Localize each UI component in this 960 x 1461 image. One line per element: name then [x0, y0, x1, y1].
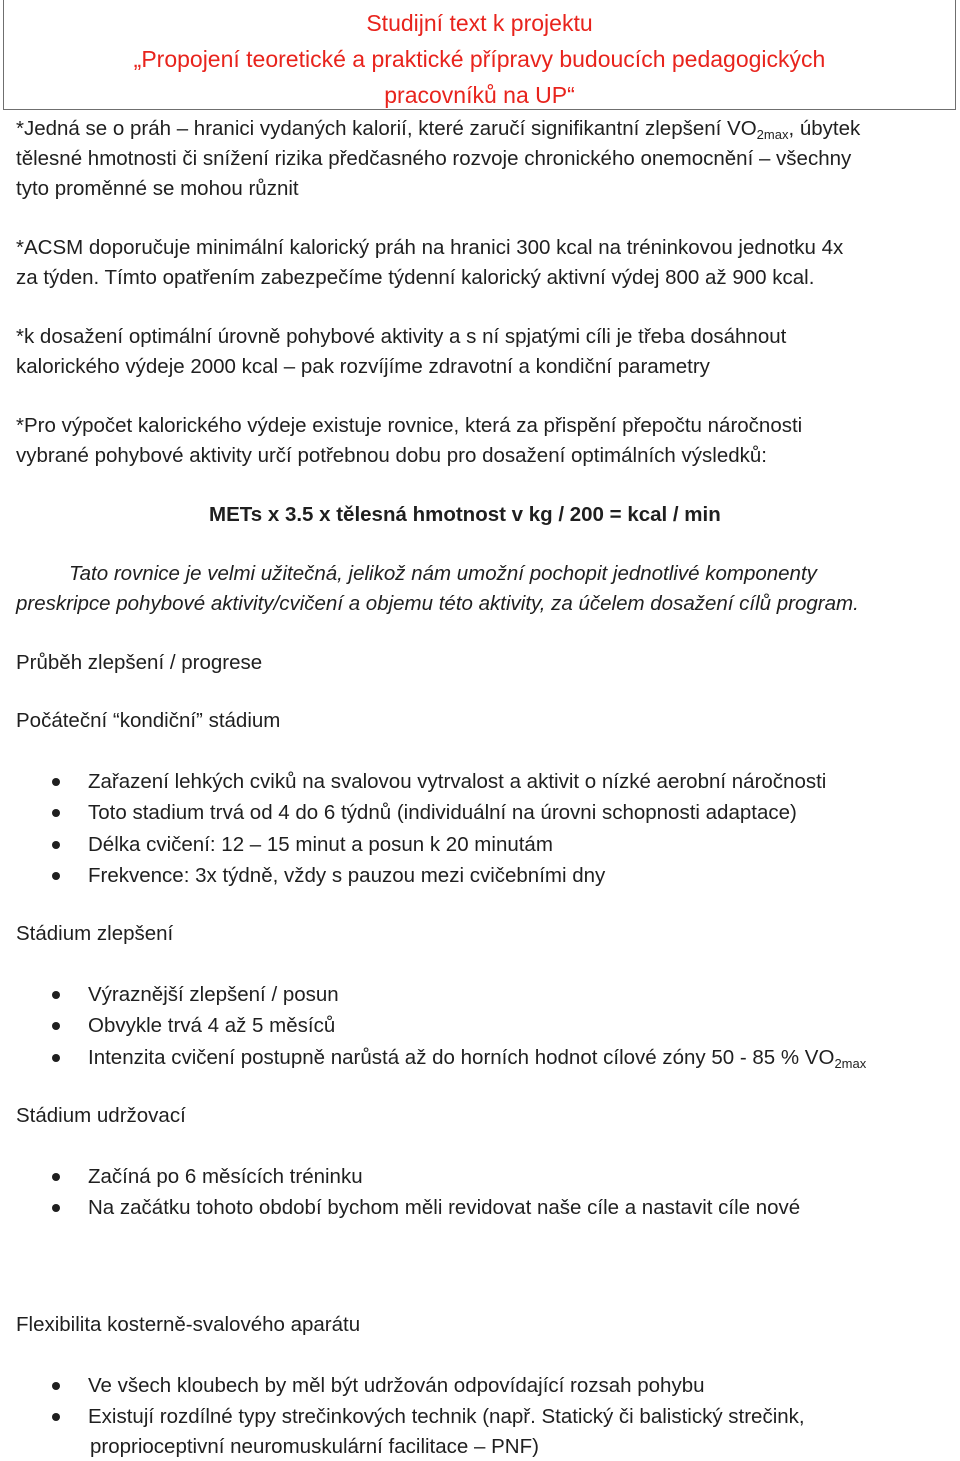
- list-item: [16, 766, 951, 797]
- list-item-text: Délka cvičení: 12 – 15 minut a posun k 20 minutám: [88, 832, 553, 856]
- italic-note-line2: preskripce pohybové aktivity/cvičení a objemu této aktivity, za účelem dosažení cílů program.: [16, 592, 859, 615]
- list-item-text: Existují rozdílné typy strečinkových technik (např. Statický či balistický strečink,: [88, 1404, 805, 1428]
- paragraph-optimal-level: *k dosažení optimální úrovně pohybové aktivity a s ní spjatými cíli je třeba dosáhnout: [16, 325, 787, 348]
- header-title-line2: „Propojení teoretické a praktické přípravy budoucích pedagogických: [133, 46, 826, 72]
- list-item: [16, 1042, 951, 1073]
- stage-maintenance-list: [16, 1161, 951, 1224]
- bullet-icon: [52, 1204, 60, 1212]
- bullet-icon: [52, 1413, 60, 1421]
- list-item-text: Toto stadium trvá od 4 do 6 týdnů (individuální na úrovni schopnosti adaptace): [88, 801, 797, 825]
- list-item-text: Intenzita cvičení postupně narůstá až do horních hodnot cílové zóny 50 - 85 % VO: [88, 1045, 835, 1069]
- bullet-icon: [52, 1382, 60, 1390]
- stage-initial-list: [16, 766, 951, 891]
- list-item: [16, 860, 951, 891]
- list-item-text: Zařazení lehkých cviků na svalovou vytrvalost a aktivit o nízké aerobní náročnosti: [88, 770, 827, 793]
- list-item: [16, 829, 951, 860]
- text: *Jedná se o práh – hranici vydaných kalorií, které zaručí signifikantní zlepšení VO: [16, 117, 757, 140]
- list-item-text: Ve všech kloubech by měl být udržován odpovídající rozsah pohybu: [88, 1373, 705, 1397]
- list-item-text: Začíná po 6 měsících tréninku: [88, 1165, 363, 1189]
- list-item: [16, 1010, 951, 1041]
- italic-note-line1: Tato rovnice je velmi užitečná, jelikož nám umožní pochopit jednotlivé komponenty: [69, 562, 817, 585]
- list-item: [16, 1401, 951, 1432]
- bullet-icon: [52, 1173, 60, 1181]
- paragraph-line: tyto proměnné se mohou různit: [16, 177, 299, 200]
- list-item-text: Na začátku tohoto období bychom měli revidovat naše cíle a nastavit cíle nové: [88, 1196, 801, 1220]
- list-item-text: Obvykle trvá 4 až 5 měsíců: [88, 1014, 336, 1038]
- paragraph-equation-intro: *Pro výpočet kalorického výdeje existuje rovnice, která za přispění přepočtu náročnosti: [16, 414, 803, 437]
- bullet-icon: [52, 841, 60, 849]
- stage-improvement-title: Stádium zlepšení: [16, 922, 174, 946]
- paragraph-line: tělesné hmotnosti či snížení rizika předčasného rozvoje chronického onemocnění – všechny: [16, 147, 852, 170]
- header-title-line3: pracovníků na UP“: [384, 82, 575, 108]
- paragraph-threshold: [16, 114, 951, 144]
- list-item-text: Výraznější zlepšení / posun: [88, 983, 339, 1007]
- calorie-formula: METs x 3.5 x tělesná hmotnost v kg / 200 = kcal / min: [209, 503, 721, 526]
- flexibility-title: Flexibilita kosterně-svalového aparátu: [16, 1312, 361, 1336]
- header-title-line1: Studijní text k projektu: [366, 10, 593, 36]
- bullet-icon: [52, 809, 60, 817]
- paragraph-acsm: *ACSM doporučuje minimální kalorický práh na hranici 300 kcal na tréninkovou jednotku 4x: [16, 236, 844, 259]
- paragraph-line: vybrané pohybové aktivity určí potřebnou dobu pro dosažení optimálních výsledků:: [16, 444, 767, 467]
- bullet-icon: [52, 1022, 60, 1030]
- paragraph-line: kalorického výdeje 2000 kcal – pak rozvíjíme zdravotní a kondiční parametry: [16, 355, 710, 378]
- list-item: [16, 797, 951, 828]
- bullet-icon: [52, 991, 60, 999]
- stage-initial-title: Počáteční “kondiční” stádium: [16, 709, 281, 732]
- list-item-text: Frekvence: 3x týdně, vždy s pauzou mezi cvičebními dny: [88, 863, 606, 887]
- list-item: [16, 1370, 951, 1401]
- flexibility-list: [16, 1370, 951, 1461]
- subscript: 2max: [756, 127, 789, 142]
- list-item: [16, 979, 951, 1010]
- subscript: 2max: [834, 1055, 867, 1071]
- bullet-icon: [52, 1054, 60, 1062]
- list-item: [16, 1192, 951, 1223]
- document-body: [16, 114, 951, 1461]
- list-item-text: proprioceptivní neuromuskulární facilitace – PNF): [90, 1435, 539, 1459]
- paragraph-line: za týden. Tímto opatřením zabezpečíme týdenní kalorický aktivní výdej 800 až 900 kcal.: [16, 266, 815, 289]
- list-item-continuation: [16, 1432, 951, 1461]
- progress-heading: Průběh zlepšení / progrese: [16, 651, 263, 674]
- stage-maintenance-title: Stádium udržovací: [16, 1104, 186, 1128]
- stage-improvement-list: [16, 979, 951, 1073]
- document-header: [3, 0, 956, 110]
- bullet-icon: [52, 778, 60, 786]
- bullet-icon: [52, 872, 60, 880]
- list-item: [16, 1161, 951, 1192]
- text: , úbytek: [788, 117, 861, 140]
